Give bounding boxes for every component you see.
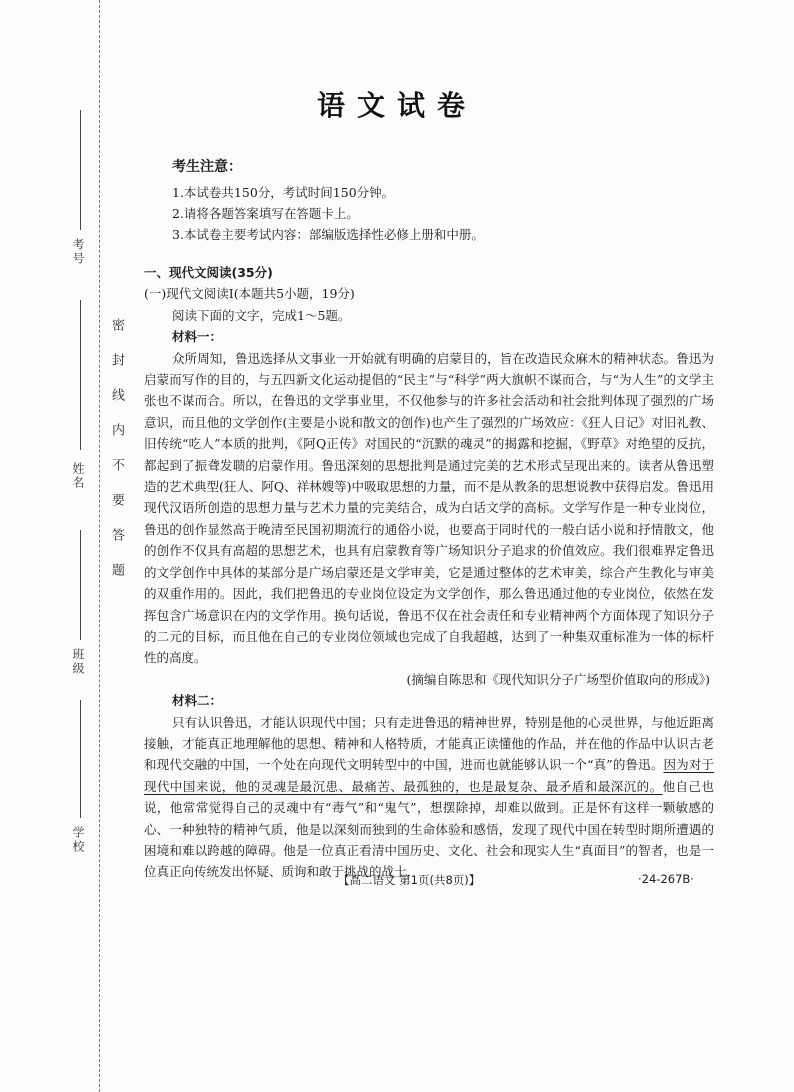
class-blank xyxy=(80,530,81,640)
notice-item: 1.本试卷共150分，考试时间150分钟。 xyxy=(172,185,395,200)
material-two-text xyxy=(144,712,714,883)
section-heading: 一、现代文阅读(35分) xyxy=(144,265,273,280)
material-one-heading: 材料一： xyxy=(172,329,223,345)
exam-no-blank xyxy=(80,110,81,230)
material-one-source: (摘编自陈思和《现代知识分子广场型价值取向的形成》) xyxy=(406,671,710,687)
notice-item: 3.本试卷主要考试内容：部编版选择性必修上册和中册。 xyxy=(172,227,484,242)
reading-section xyxy=(144,262,714,883)
seal-notice: 密封线内不要答题 xyxy=(109,318,124,598)
binding-dashed-line xyxy=(99,0,100,1092)
exam-no-label: 考号 xyxy=(71,238,85,266)
notice-item: 2.请将各题答案填写在答题卡上。 xyxy=(172,206,359,221)
sub-section-heading: (一)现代文阅读Ⅰ(本题共5小题，19分) xyxy=(144,286,355,302)
name-blank xyxy=(80,300,81,450)
page-info: 【高二语文 第1页(共8页)】 xyxy=(338,873,481,887)
material-two-text-before: 只有认识鲁迅，才能认识现代中国；只有走进鲁迅的精神世界，特别是他的心灵世界，与他近距离接触，才能真正地理解他的思想、精神和人格特质，才能真正读懂他的作品，并在他的作品中认识古老和现代交融的中国，一个处在向现代文明转型中的中国，进而也就能够认识一个“真”的鲁迅。 xyxy=(144,714,714,773)
reading-instruction: 阅读下面的文字，完成1～5题。 xyxy=(172,307,351,323)
candidate-notice xyxy=(172,156,484,245)
class-label: 班级 xyxy=(71,648,85,676)
school-label: 学校 xyxy=(71,826,85,854)
material-two-heading: 材料二： xyxy=(172,693,223,709)
material-one-text: 众所周知，鲁迅选择从文事业一开始就有明确的启蒙目的，旨在改造民众麻木的精神状态。鲁迅为启蒙而写作的目的，与五四新文化运动提倡的“民主”与“科学”两大旗帜不谋而合，与“为人生”的文学主张也不谋而合。所以，在鲁迅的文学事业里，不仅他参与的许多社会活动和社会批判体现了强烈的广场意识，而且他的文学创作(主要是小说和散文的创作)也产生了强烈的广场效应：《狂人日记》对旧礼教、旧传统“吃人”本质的批判，《阿Q正传》对国民的“沉默的魂灵”的揭露和挖掘，《野草》对绝望的反抗，都起到了振聋发聩的启蒙作用。鲁迅深刻的思想批判是通过完美的艺术形式呈现出来的。读者从鲁迅塑造的艺术典型(狂人、阿Q、祥林嫂等)中吸取思想的力量，而不是从教条的思想说教中获得启发。鲁迅用现代汉语所创造的思想力量与艺术力量的完美结合，成为白话文学的高标。文学写作是一种专业岗位，鲁迅的创作显然高于晚清至民国初期流行的通俗小说，也要高于同时代的一般白话小说和抒情散文，他的创作不仅具有高超的思想艺术，也具有启蒙教育等广场知识分子追求的价值效应。我们很难界定鲁迅的文学创作中具体的某部分是广场启蒙还是文学审美，它是通过整体的艺术审美，综合产生教化与审美的双重作用的。因此，我们把鲁迅的专业岗位设定为文学创作，那么鲁迅通过他的专业岗位，依然在发挥包含广场意识在内的文学作用。换句话说，鲁迅不仅在社会责任和专业精神两个方面体现了知识分子的二元的目标，而且他在自己的专业岗位领域也完成了自我超越，达到了一种集双重标准为一体的标杆性的高度。 xyxy=(144,350,715,666)
paper-code: ·24-267B· xyxy=(638,872,694,886)
name-label: 姓名 xyxy=(71,462,85,490)
exam-title: 语文试卷 xyxy=(316,89,477,122)
underlined-sentence: 因为对于现代中国来说，他的灵魂是最沉患、最痛苦、最孤独的，也是最复杂、最矛盾和最深沉的。 xyxy=(144,757,714,794)
material-two-text-after: 他自己也说，他常常觉得自己的灵魂中有“毒气”和“鬼气”，想摆除掉，却难以做到。正是怀有这样一颗敏感的心、一种独特的精神气质，他是以深刻而独到的生命体验和感悟，发现了现代中国在转型时期所遭遇的困境和难以跨越的障碍。他是一位真正看清中国历史、文化、社会和现实人生“真面目”的智者，也是一位真正向传统发出怀疑、质询和敢于挑战的战士， xyxy=(144,778,714,880)
school-blank xyxy=(80,700,81,818)
page-footer xyxy=(0,872,794,892)
notice-heading: 考生注意： xyxy=(172,159,242,175)
